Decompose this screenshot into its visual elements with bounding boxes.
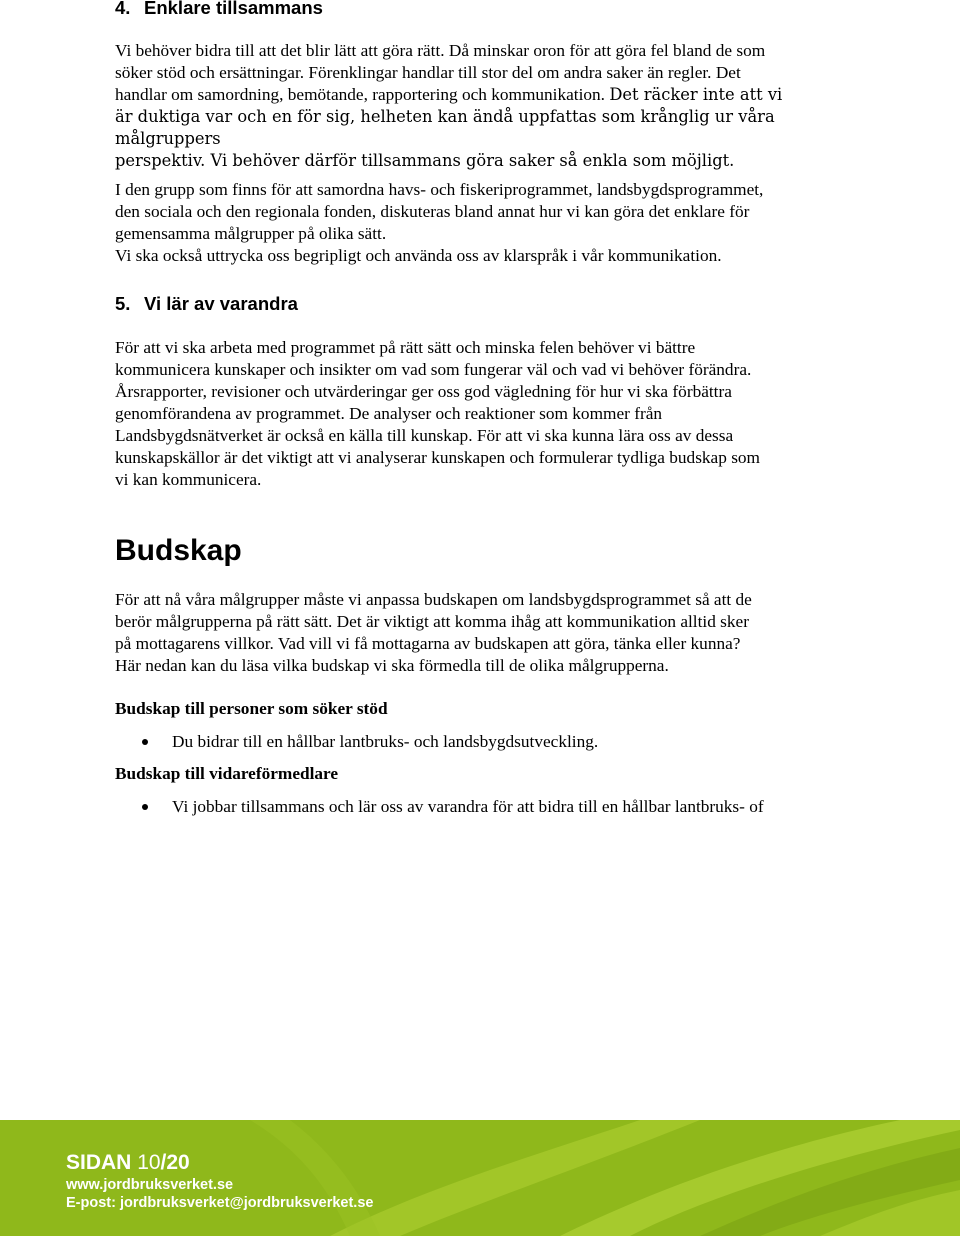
text-span: är duktiga var och en för sig, helheten kan ändå uppfattas som krånglig ur våra målgruppers — [115, 107, 775, 148]
list-item-text: Du bidrar till en hållbar lantbruks- och landsbygdsutveckling. — [172, 732, 599, 751]
section-4-heading — [115, 0, 845, 19]
list-item — [115, 731, 845, 753]
page-number — [66, 1150, 373, 1176]
budskap-heading: Budskap — [115, 534, 242, 567]
text-line: Här nedan kan du läsa vilka budskap vi ska förmedla till de olika målgrupperna. — [115, 656, 669, 675]
text-line: söker stöd och ersättningar. Förenklingar handlar till stor del om andra saker än regler. Det — [115, 63, 741, 82]
text-line: vi kan kommunicera. — [115, 470, 262, 489]
website-link[interactable]: www.jordbruksverket.se — [66, 1177, 234, 1193]
document-body — [115, 0, 845, 818]
text-line: berör målgrupperna på rätt sätt. Det är viktigt att komma ihåg att kommunikation alltid sker — [115, 612, 749, 631]
text-line: den sociala och den regionala fonden, diskuteras bland annat hur vi kan göra det enklare för — [115, 202, 750, 221]
budskap-intro — [115, 589, 845, 677]
group-heading-applicants: Budskap till personer som söker stöd — [115, 699, 388, 718]
page-total: /20 — [160, 1151, 190, 1174]
text-line: För att vi ska arbeta med programmet på rätt sätt och minska felen behöver vi bättre — [115, 338, 696, 357]
text-span: perspektiv. Vi behöver därför tillsammans göra saker så enkla som möjligt. — [115, 151, 735, 170]
text-span: handlar om samordning, bemötande, rapportering och kommunikation. — [115, 85, 606, 104]
section-title: Vi lär av varandra — [144, 293, 298, 314]
footer-text — [66, 1150, 373, 1212]
page-current: 10 — [137, 1151, 161, 1174]
text-line — [115, 150, 845, 172]
page-label: SIDAN — [66, 1151, 132, 1174]
section-number: 4. — [115, 0, 131, 18]
section-5-heading — [115, 293, 845, 315]
list-item-text: Vi jobbar tillsammans och lär oss av varandra för att bidra till en hållbar lantbruks- of — [172, 797, 764, 816]
text-line: kunskapskällor är det viktigt att vi analyserar kunskapen och formulerar tydliga budskap som — [115, 448, 761, 467]
section-4-paragraph-1 — [115, 40, 845, 172]
list-item — [115, 796, 845, 818]
text-line — [115, 106, 845, 150]
text-line: genomförandena av programmet. De analyser och reaktioner som kommer från — [115, 404, 663, 423]
text-line: Landsbygdsnätverket är också en källa till kunskap. För att vi ska kunna lära oss av dessa — [115, 426, 734, 445]
bullet-icon — [142, 804, 148, 810]
text-line — [115, 84, 845, 106]
text-line: I den grupp som finns för att samordna havs- och fiskeriprogrammet, landsbygdsprogrammet, — [115, 180, 764, 199]
text-line: på mottagarens villkor. Vad vill vi få mottagarna av budskapen att göra, tänka eller kunna? — [115, 634, 741, 653]
bullet-icon — [142, 739, 148, 745]
group-heading-intermediaries: Budskap till vidareförmedlare — [115, 764, 339, 783]
bullet-list — [115, 796, 845, 818]
section-title: Enklare tillsammans — [144, 0, 323, 18]
section-number: 5. — [115, 293, 131, 314]
email-link[interactable]: E-post: jordbruksverket@jordbruksverket.se — [66, 1195, 374, 1211]
text-line: kommunicera kunskaper och insikter om vad som fungerar väl och vad vi behöver förändra. — [115, 360, 752, 379]
section-5-paragraph — [115, 337, 845, 491]
page-footer — [0, 1120, 960, 1236]
bullet-list — [115, 731, 845, 753]
section-4-paragraph-2 — [115, 179, 845, 267]
text-line: Vi ska också uttrycka oss begripligt och använda oss av klarspråk i vår kommunikation. — [115, 246, 722, 265]
text-line: gemensamma målgrupper på olika sätt. — [115, 224, 387, 243]
text-line: Vi behöver bidra till att det blir lätt att göra rätt. Då minskar oron för att göra fel bland de som — [115, 41, 766, 60]
text-line: Årsrapporter, revisioner och utvärderingar ger oss god vägledning för hur vi ska förbättra — [115, 382, 732, 401]
text-span: Det räcker inte att vi — [609, 85, 783, 104]
text-line: För att nå våra målgrupper måste vi anpassa budskapen om landsbygdsprogrammet så att de — [115, 590, 752, 609]
